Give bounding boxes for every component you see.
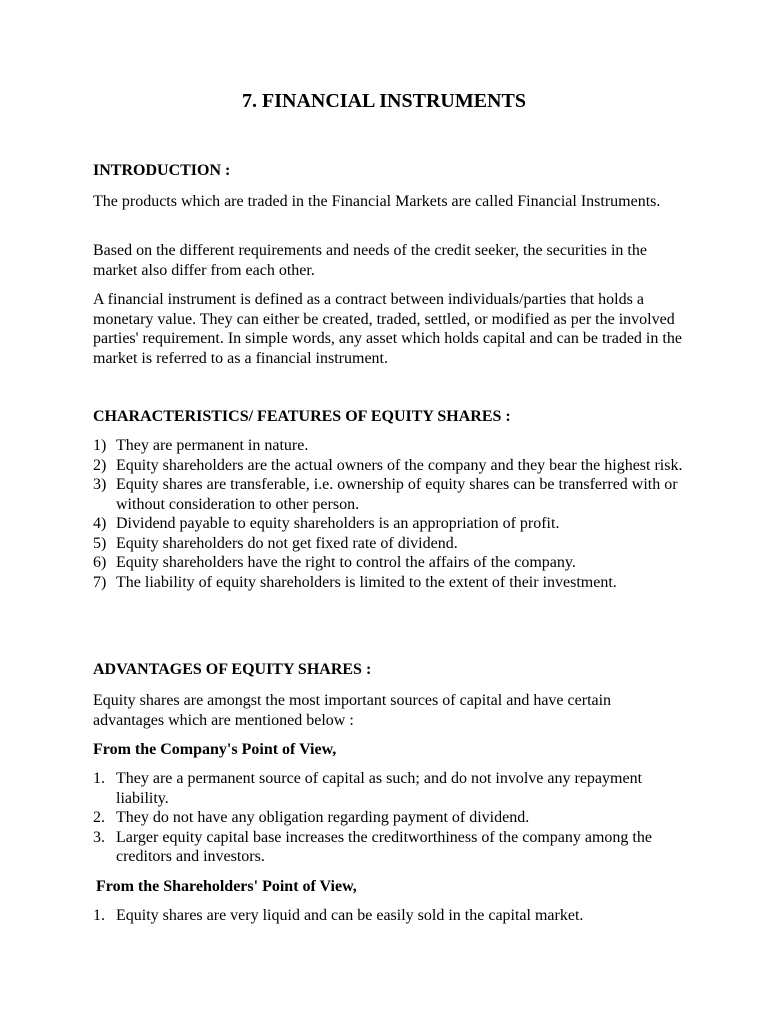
list-text: Larger equity capital base increases the creditworthiness of the company among the creditors and investors. bbox=[116, 828, 652, 865]
intro-paragraph-1: The products which are traded in the Financial Markets are called Financial Instruments. bbox=[93, 193, 661, 210]
list-number: 2) bbox=[93, 456, 107, 474]
shareholder-view-heading: From the Shareholders' Point of View, bbox=[96, 878, 357, 895]
list-number: 1. bbox=[93, 770, 105, 787]
characteristics-list bbox=[93, 436, 683, 592]
advantages-heading: ADVANTAGES OF EQUITY SHARES : bbox=[93, 661, 372, 678]
company-advantages-list bbox=[93, 769, 683, 867]
list-number: 5) bbox=[93, 534, 107, 552]
advantages-intro: Equity shares are amongst the most important sources of capital and have certain advantages which are mentioned below : bbox=[93, 692, 612, 729]
intro-paragraph-2: Based on the different requirements and needs of the credit seeker, the securities in the market also differ from each other. bbox=[93, 242, 647, 279]
list-text: The liability of equity shareholders is limited to the extent of their investment. bbox=[116, 573, 617, 591]
intro-paragraph-3: A financial instrument is defined as a contract between individuals/parties that holds a monetary value. They can either be created, traded, settled, or modified as per the involved parties' requirement. In simple words, any asset which holds capital and can be traded in the market is referred to as a financial instrument. bbox=[93, 291, 682, 367]
list-text: Equity shares are very liquid and can be easily sold in the capital market. bbox=[116, 907, 584, 924]
list-text: They are permanent in nature. bbox=[116, 437, 309, 454]
list-text: They do not have any obligation regarding payment of dividend. bbox=[116, 809, 530, 826]
list-number: 2. bbox=[93, 809, 105, 826]
list-number: 1) bbox=[93, 437, 107, 454]
list-text: Equity shares are transferable, i.e. ownership of equity shares can be transferred with or without consideration to other person. bbox=[116, 476, 678, 513]
list-item bbox=[93, 808, 683, 828]
list-item bbox=[93, 769, 683, 808]
list-text: Equity shareholders do not get fixed rate of dividend. bbox=[116, 534, 458, 552]
list-item bbox=[93, 906, 683, 926]
list-text: Equity shareholders are the actual owners of the company and they bear the highest risk. bbox=[116, 456, 683, 474]
list-item bbox=[93, 514, 683, 534]
list-text: Dividend payable to equity shareholders is an appropriation of profit. bbox=[116, 515, 560, 532]
shareholder-advantages-list bbox=[93, 906, 683, 926]
list-number: 6) bbox=[93, 554, 107, 571]
list-item bbox=[93, 475, 683, 514]
list-number: 3. bbox=[93, 828, 105, 846]
introduction-heading: INTRODUCTION : bbox=[93, 162, 231, 179]
company-view-heading: From the Company's Point of View, bbox=[93, 741, 337, 758]
list-number: 3) bbox=[93, 476, 107, 493]
list-text: They are a permanent source of capital as such; and do not involve any repayment liability. bbox=[116, 770, 643, 807]
characteristics-heading: CHARACTERISTICS/ FEATURES OF EQUITY SHARES : bbox=[93, 408, 511, 425]
list-number: 4) bbox=[93, 515, 107, 532]
list-item bbox=[93, 534, 683, 554]
list-item bbox=[93, 456, 683, 476]
list-number: 1. bbox=[93, 907, 105, 924]
list-number: 7) bbox=[93, 573, 107, 591]
page-title: 7. FINANCIAL INSTRUMENTS bbox=[242, 90, 526, 112]
list-item bbox=[93, 436, 683, 456]
list-item bbox=[93, 828, 683, 867]
list-item bbox=[93, 573, 683, 593]
list-item bbox=[93, 553, 683, 573]
list-text: Equity shareholders have the right to control the affairs of the company. bbox=[116, 554, 576, 571]
